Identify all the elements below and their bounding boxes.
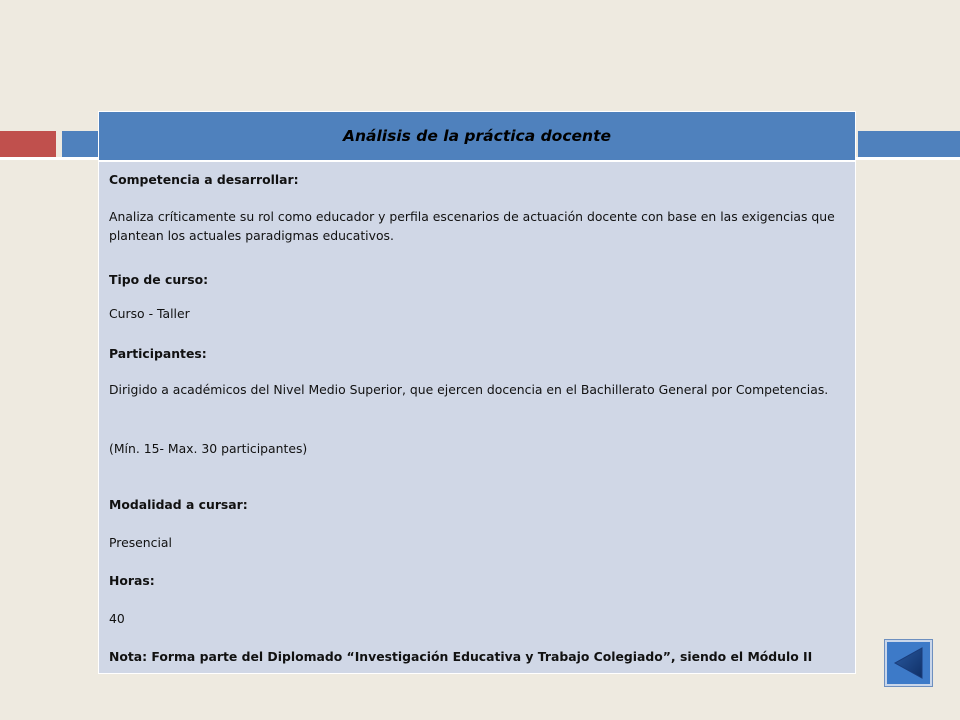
modalidad-label: Modalidad a cursar: xyxy=(109,497,248,512)
course-card xyxy=(98,111,856,674)
nota-text: Nota: Forma parte del Diplomado “Investigación Educativa y Trabajo Colegiado”, siendo el Módulo II xyxy=(109,649,813,664)
decor-bar-blue-right xyxy=(858,131,960,157)
back-button[interactable] xyxy=(885,640,932,686)
back-triangle-icon xyxy=(892,646,926,680)
decor-bar-red xyxy=(0,131,56,157)
participantes-range: (Mín. 15- Max. 30 participantes) xyxy=(109,441,308,456)
participantes-text: Dirigido a académicos del Nivel Medio Superior, que ejercen docencia en el Bachillerato General por Competencias. xyxy=(109,382,829,397)
tipo-value: Curso - Taller xyxy=(109,306,190,321)
modalidad-value: Presencial xyxy=(109,535,172,550)
competencia-text: Analiza críticamente su rol como educador y perfila escenarios de actuación docente con base en las exigencias que plantean los actuales paradigmas educativos. xyxy=(109,209,835,243)
competencia-label: Competencia a desarrollar: xyxy=(109,172,299,187)
participantes-label: Participantes: xyxy=(109,346,207,361)
card-title: Análisis de la práctica docente xyxy=(99,112,855,162)
horas-label: Horas: xyxy=(109,573,155,588)
horas-value: 40 xyxy=(109,611,125,626)
decor-bar-blue-left xyxy=(62,131,98,157)
tipo-label: Tipo de curso: xyxy=(109,272,209,287)
